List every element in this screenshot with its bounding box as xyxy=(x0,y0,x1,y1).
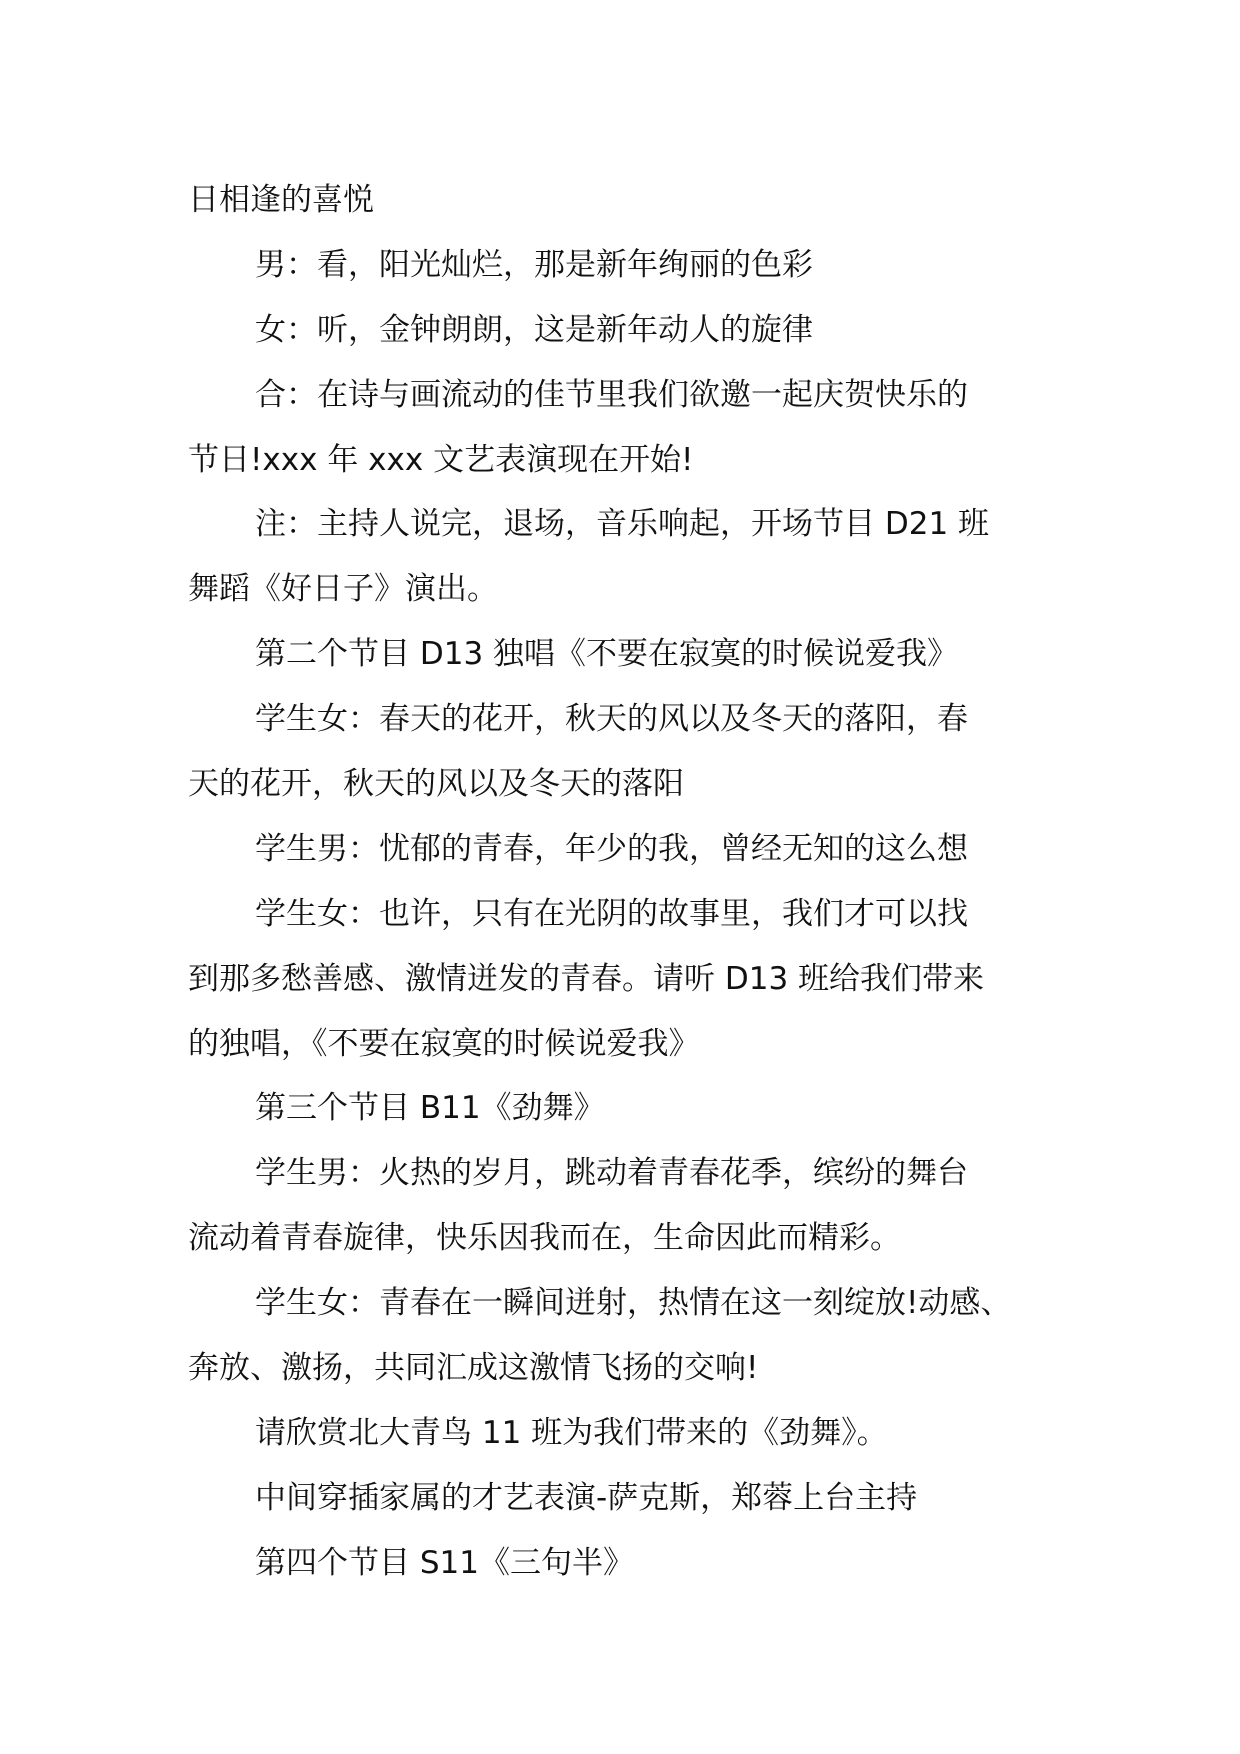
text-line: 天的花开，秋天的风以及冬天的落阳 xyxy=(188,766,684,803)
text-line: 第四个节目 S11《三句半》 xyxy=(255,1544,634,1581)
text-line: 学生女：青春在一瞬间迸射，热情在这一刻绽放!动感、 xyxy=(255,1285,1012,1322)
text-line: 学生男：忧郁的青春，年少的我，曾经无知的这么想 xyxy=(255,830,968,867)
text-line: 学生女：也许，只有在光阴的故事里，我们才可以找 xyxy=(255,895,968,932)
text-line: 节日!xxx 年 xxx 文艺表演现在开始! xyxy=(188,441,694,478)
text-line: 流动着青春旋律，快乐因我而在，生命因此而精彩。 xyxy=(188,1220,901,1257)
text-line: 的独唱，《不要在寂寞的时候说爱我》 xyxy=(188,1025,700,1062)
text-line: 女：听，金钟朗朗，这是新年动人的旋律 xyxy=(255,311,813,348)
text-line: 舞蹈《好日子》演出。 xyxy=(188,571,498,608)
text-line: 日相逢的喜悦 xyxy=(188,182,374,218)
text-line: 合：在诗与画流动的佳节里我们欲邀一起庆贺快乐的 xyxy=(255,376,968,413)
text-line: 中间穿插家属的才艺表演-萨克斯，郑蓉上台主持 xyxy=(255,1479,918,1516)
text-line: 第二个节目 D13 独唱《不要在寂寞的时候说爱我》 xyxy=(255,636,959,673)
text-line: 学生男：火热的岁月，跳动着青春花季，缤纷的舞台 xyxy=(255,1155,968,1192)
document-body xyxy=(188,168,1064,1596)
text-line: 注：主持人说完，退场，音乐响起，开场节目 D21 班 xyxy=(255,506,990,543)
text-line: 请欣赏北大青鸟 11 班为我们带来的《劲舞》。 xyxy=(255,1414,888,1451)
text-line: 学生女：春天的花开，秋天的风以及冬天的落阳，春 xyxy=(255,701,968,738)
text-line: 男：看，阳光灿烂，那是新年绚丽的色彩 xyxy=(255,246,813,283)
text-line: 奔放、激扬，共同汇成这激情飞扬的交响! xyxy=(188,1350,759,1387)
text-line: 到那多愁善感、激情迸发的青春。请听 D13 班给我们带来 xyxy=(188,960,985,997)
text-line: 第三个节目 B11《劲舞》 xyxy=(255,1090,605,1127)
